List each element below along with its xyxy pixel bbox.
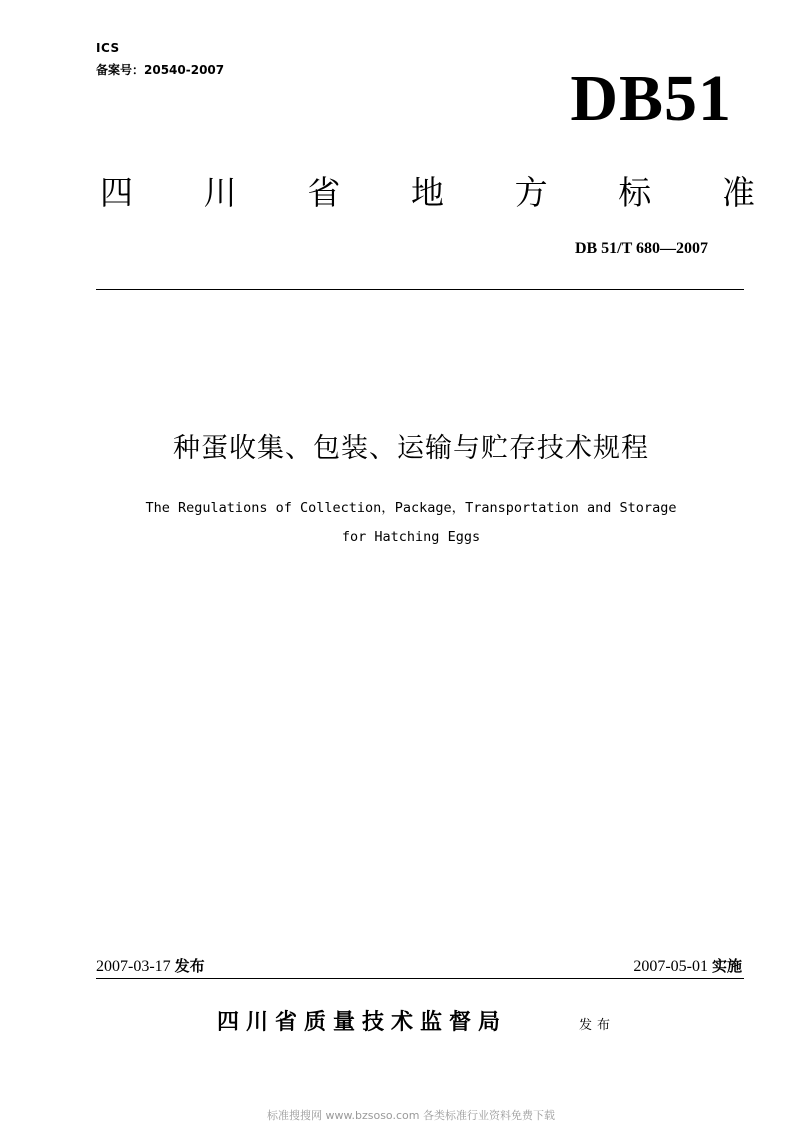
- english-title-line-1: The Regulations of Collection，Package，Transportation and Storage: [145, 500, 677, 516]
- standard-type-char: 地: [410, 173, 444, 212]
- publish-label: 发布: [174, 957, 205, 975]
- standard-number: DB 51/T 680—2007: [574, 240, 708, 257]
- standard-type-char: 方: [514, 173, 548, 212]
- implement-date: 2007-05-01: [633, 958, 708, 975]
- watermark-footer: 标准搜搜网 www.bzsoso.com 各类标准行业资料免费下载: [267, 1109, 555, 1122]
- standard-type-char: 标: [618, 173, 652, 212]
- standard-code-logo: DB51: [570, 62, 732, 135]
- publish-date-line: [96, 955, 205, 976]
- document-title-chinese: 种蛋收集、包装、运输与贮存技术规程: [173, 433, 649, 464]
- top-divider: [96, 289, 744, 290]
- implement-date-line: [633, 955, 742, 976]
- ics-label: ICS: [96, 41, 120, 55]
- bottom-divider: [96, 978, 744, 979]
- publish-date: 2007-03-17: [96, 958, 171, 975]
- implement-label: 实施: [711, 957, 742, 975]
- issuer-action: 发布: [579, 1018, 616, 1033]
- issuer-name: 四川省质量技术监督局: [217, 1010, 508, 1035]
- standard-type-char: 川: [203, 173, 237, 212]
- english-title-line-2: for Hatching Eggs: [341, 529, 481, 545]
- standard-type-char: 省: [307, 173, 341, 212]
- standard-type-char: 准: [721, 173, 755, 212]
- standard-type-heading: [100, 173, 755, 212]
- filing-number: 备案号：20540-2007: [96, 63, 225, 77]
- standard-type-char: 四: [100, 173, 133, 212]
- document-title-english: [0, 494, 800, 552]
